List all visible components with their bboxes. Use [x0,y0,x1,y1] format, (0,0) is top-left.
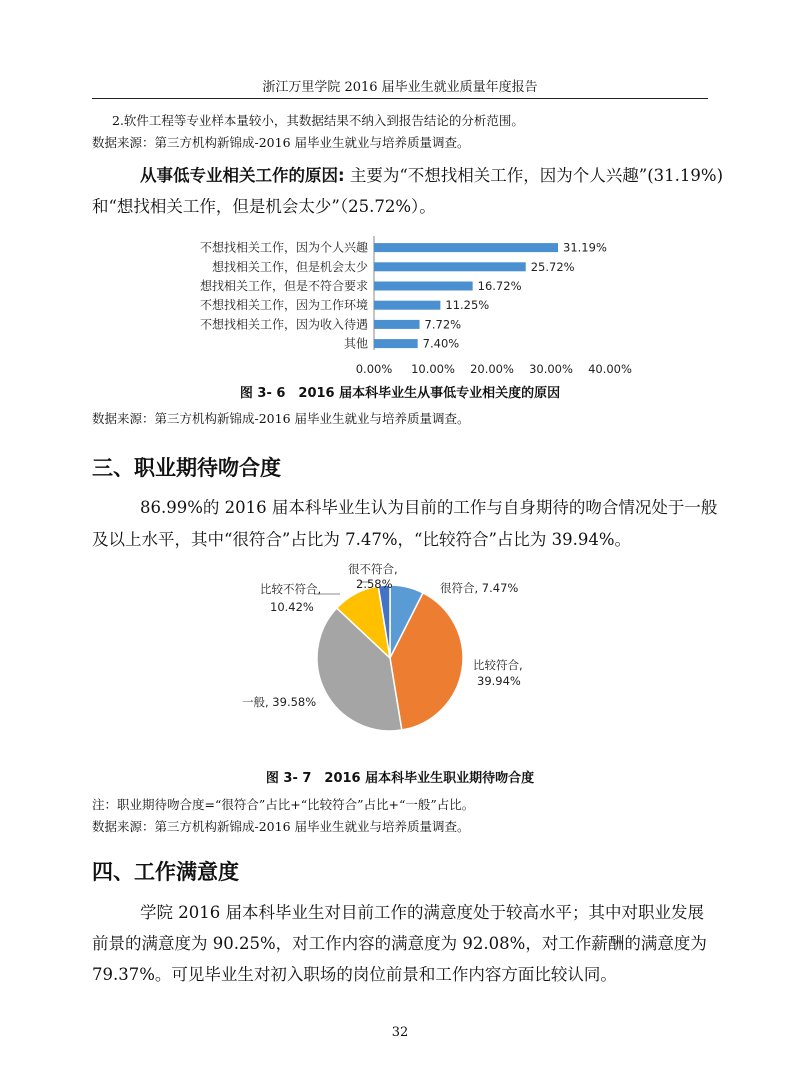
figure-3-6-caption: 图 3- 6 2016 届本科毕业生从事低专业相关度的原因 [239,386,561,401]
bar [374,243,558,252]
x-tick-label: 0.00% [355,362,393,376]
section-4-paragraph-line2: 前景的满意度为 90.25%，对工作内容的满意度为 92.08%，对工作薪酬的满意度为 [92,934,707,953]
x-tick-label: 30.00% [529,362,573,376]
bar [374,262,526,271]
bar [374,320,420,329]
reason-bar-chart [92,228,708,378]
x-tick-label: 10.00% [411,362,455,376]
reason-text: 主要为“不想找相关工作，因为个人兴趣”(31.19%) [344,166,724,185]
bar-value-label: 7.40% [422,336,460,351]
bar-category-label: 想找相关工作，但是机会太少 [211,259,368,274]
section-4-heading: 四、工作满意度 [92,860,239,884]
reason-paragraph-line1 [140,161,723,190]
bar [374,339,418,348]
pie-label-fit-1: 比较符合, [473,658,523,672]
bar-value-label: 31.19% [563,240,607,255]
section-4-paragraph-line3: 79.37%。可见毕业生对初入职场的岗位前景和工作内容方面比较认同。 [92,965,617,984]
header-rule [92,98,708,99]
bar-category-label: 想找相关工作，但是不符合要求 [199,279,368,293]
bar-value-label: 11.25% [445,298,490,313]
bar-value-label: 7.72% [424,317,462,332]
bar-category-label: 不想找相关工作，因为收入待遇 [199,317,368,332]
bar [374,282,473,291]
pie-label-very-fit: 很符合, 7.47% [440,581,519,595]
figure-3-7-source: 数据来源：第三方机构新锦成-2016 届毕业生就业与培养质量调查。 [92,819,470,834]
pie-label-normal: 一般, 39.58% [242,695,317,709]
bar-category-label: 不想找相关工作，因为工作环境 [199,298,368,313]
pie-label-fit-2: 39.94% [477,674,521,688]
section-3-paragraph-line2: 及以上水平，其中“很符合”占比为 7.47%，“比较符合”占比为 39.94%。 [92,530,632,549]
figure-3-6-source: 数据来源：第三方机构新锦成-2016 届毕业生就业与培养质量调查。 [92,411,470,426]
section-4-paragraph-line1: 学院 2016 届本科毕业生对目前工作的满意度处于较高水平；其中对职业发展 [140,903,704,922]
reason-lead: 从事低专业相关工作的原因: [140,166,345,185]
pie-label-not-fit-1: 很不符合, [348,562,398,576]
bar [374,301,440,310]
bar-value-label: 16.72% [477,279,522,293]
source-note-top: 数据来源：第三方机构新锦成-2016 届毕业生就业与培养质量调查。 [92,135,470,150]
pie-label-less-fit-2: 10.42% [270,600,314,614]
figure-3-7-note: 注：职业期待吻合度=“很符合”占比+“比较符合”占比+“一般”占比。 [92,797,475,812]
expectation-pie-chart [200,558,600,758]
bar-value-label: 25.72% [530,259,575,274]
x-tick-label: 20.00% [470,362,514,376]
x-tick-label: 40.00% [588,362,632,376]
bar-category-label: 不想找相关工作，因为个人兴趣 [199,240,368,255]
section-3-paragraph-line1: 86.99%的 2016 届本科毕业生认为目前的工作与自身期待的吻合情况处于一般 [140,498,718,517]
pie-label-less-fit-1: 比较不符合, [260,582,322,596]
figure-3-7-caption: 图 3- 7 2016 届本科毕业生职业期待吻合度 [265,771,535,786]
bar-category-label: 其他 [343,336,368,351]
reason-paragraph-line2: 和“想找相关工作，但是机会太少”（25.72%）。 [92,197,436,216]
page-number: 32 [391,1025,409,1040]
pie-label-not-fit-2: 2.58% [356,577,393,591]
note-2: 2.软件工程等专业样本量较小，其数据结果不纳入到报告结论的分析范围。 [112,113,524,128]
section-3-heading: 三、职业期待吻合度 [92,456,281,480]
page-header-title: 浙江万里学院 2016 届毕业生就业质量年度报告 [262,80,538,95]
